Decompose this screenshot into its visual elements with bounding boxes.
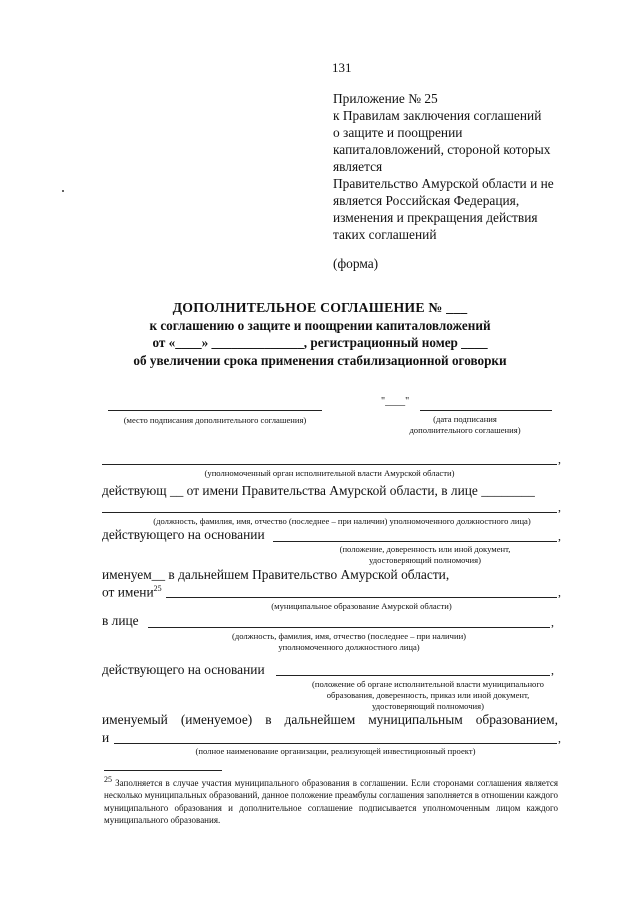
municipality-field[interactable] <box>166 597 557 598</box>
person-caption-2: уполномоченного должностного лица) <box>278 642 420 652</box>
date-day-field[interactable]: "____" <box>381 396 410 407</box>
in-person-label: в лице <box>102 613 139 628</box>
person-field[interactable] <box>148 627 550 628</box>
footnote-number: 25 <box>104 775 112 784</box>
authority-caption: (уполномоченный орган исполнительной власти Амурской области) <box>204 468 455 478</box>
appendix-line: является <box>333 159 383 174</box>
appendix-line: является Российская Федерация, <box>333 193 520 208</box>
on-behalf-label <box>102 584 162 600</box>
date-caption-1: (дата подписания <box>433 414 497 424</box>
appendix-line: таких соглашений <box>333 227 437 242</box>
title-line-4: об увеличении срока применения стабилизационной оговорки <box>133 352 507 368</box>
footnote-text: Заполняется в случае участия муниципального образования в соглашении. Если сторонами соглашения является несколько муниципальных образований, данное положение преамбулы соглашения заполняется в отношении каждого муниципального образования и дополнительное соглашение подписывается уполномоченным лицом каждого муниципального образования. <box>104 778 559 826</box>
document-title <box>0 299 640 369</box>
municipality-caption: (муниципальное образование Амурской области) <box>271 601 452 611</box>
named2-word: именуемый <box>102 712 168 727</box>
basis-caption-2: удостоверяющий полномочия) <box>369 555 481 565</box>
comma: , <box>558 529 561 543</box>
appendix-line: к Правилам заключения соглашений <box>333 108 542 123</box>
footnote-divider <box>104 770 222 771</box>
appendix-line: Правительство Амурской области и не <box>333 176 554 191</box>
named2-word: в <box>265 712 272 727</box>
person-caption-1: (должность, фамилия, имя, отчество (последнее – при наличии) <box>231 631 467 641</box>
comma: , <box>558 452 561 466</box>
comma: , <box>558 731 561 745</box>
named-line: именуем__ в дальнейшем Правительство Амурской области, <box>102 567 450 582</box>
organization-caption: (полное наименование организации, реализующей инвестиционный проект) <box>195 746 476 756</box>
basis2-field[interactable] <box>276 675 550 676</box>
basis-label: действующего на основании <box>102 527 265 542</box>
title-line-1: ДОПОЛНИТЕЛЬНОЕ СОГЛАШЕНИЕ № ___ <box>172 300 468 315</box>
appendix-line: Приложение № 25 <box>333 91 438 106</box>
title-line-2: к соглашению о защите и поощрении капиталовложений <box>149 317 491 333</box>
appendix-header <box>333 90 554 243</box>
named2-word: (именуемое) <box>180 712 253 727</box>
basis-caption-1: (положение, доверенность или иной документ, <box>339 544 511 554</box>
basis2-caption-1: (положение об органе исполнительной власти муниципального <box>312 679 544 689</box>
comma: , <box>558 585 561 599</box>
appendix-line: изменения и прекращения действия <box>333 210 538 225</box>
page-number: 131 <box>332 60 352 75</box>
named2-word: образованием, <box>475 712 558 727</box>
position-field[interactable] <box>102 512 557 513</box>
authority-field[interactable] <box>102 464 557 465</box>
named2-line <box>102 712 558 728</box>
comma: , <box>558 500 561 514</box>
basis2-caption-3: удостоверяющий полномочия) <box>372 701 484 711</box>
on-behalf-text: от имени <box>102 584 154 600</box>
comma: , <box>551 615 554 629</box>
named2-word: муниципальным <box>368 712 463 727</box>
appendix-line: о защите и поощрении <box>333 125 463 140</box>
position-caption: (должность, фамилия, имя, отчество (последнее – при наличии) уполномоченного должностного лица) <box>153 516 531 526</box>
organization-field[interactable] <box>114 743 557 744</box>
place-field[interactable] <box>108 410 322 411</box>
basis-field[interactable] <box>273 541 557 542</box>
footnote <box>104 774 558 827</box>
named2-word: дальнейшем <box>284 712 356 727</box>
and-label: и <box>102 730 110 745</box>
place-caption: (место подписания дополнительного соглашения) <box>123 415 307 425</box>
title-line-3: от «____» ______________, регистрационный номер ____ <box>152 335 488 350</box>
appendix-line: капиталовложений, стороной которых <box>333 142 551 157</box>
basis2-label: действующего на основании <box>102 662 265 677</box>
date-field[interactable] <box>420 410 552 411</box>
basis2-caption-2: образования, доверенность, приказ или иной документ, <box>326 690 530 700</box>
acting-line: действующ __ от имени Правительства Амурской области, в лице ________ <box>102 483 535 498</box>
date-caption-2: дополнительного соглашения) <box>409 425 521 435</box>
scan-speck <box>62 190 64 192</box>
comma: , <box>551 663 554 677</box>
form-label: (форма) <box>333 256 379 271</box>
footnote-ref: 25 <box>153 584 162 593</box>
